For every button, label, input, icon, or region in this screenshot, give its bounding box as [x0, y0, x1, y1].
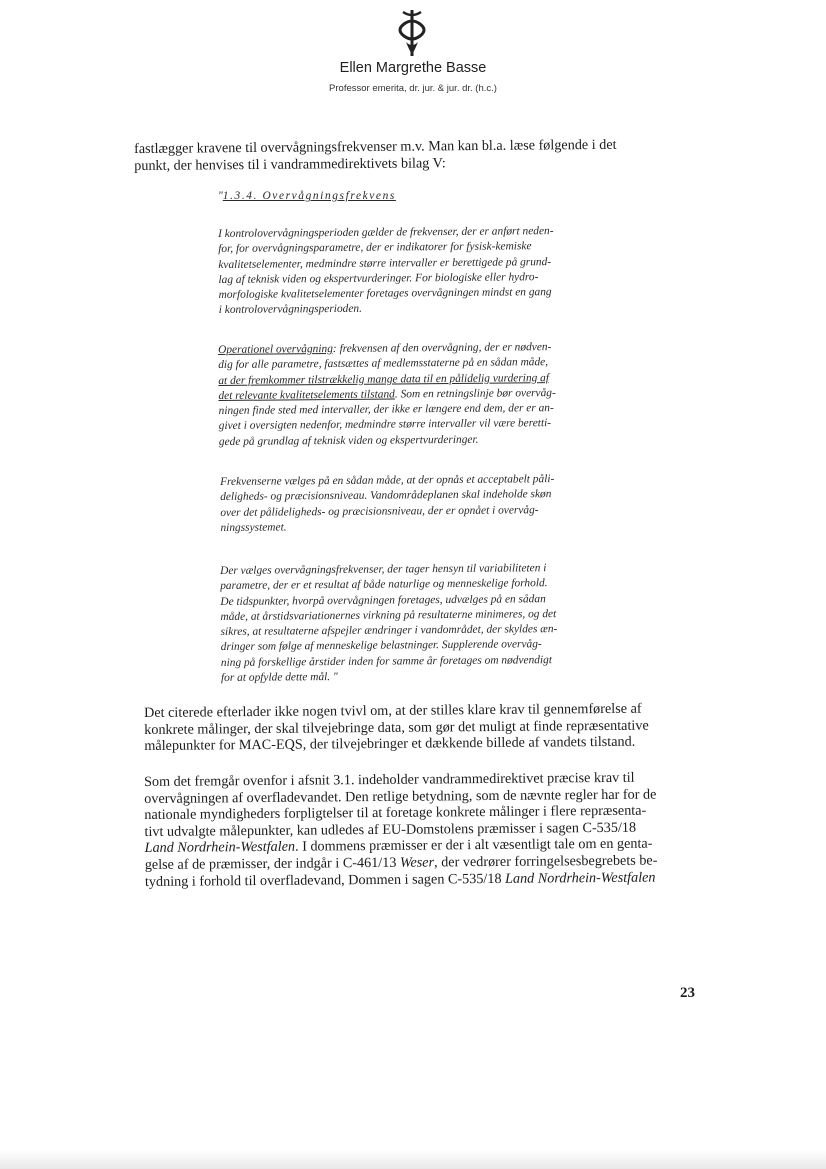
- quote-heading-text: 1.3.4. Overvågningsfrekvens: [222, 190, 396, 202]
- caduceus-ornament-icon: [394, 8, 430, 58]
- text-line: for at opfylde dette mål. ": [220, 671, 338, 685]
- quote-open-mark: ": [218, 190, 223, 202]
- body-paragraph-2: [144, 770, 658, 891]
- intro-paragraph: [134, 137, 617, 174]
- text-line: De tidspunkter, hvorpå overvågningen foretages, udvælges på en sådan: [220, 592, 546, 608]
- text-fragment: . I dommens præmisser er der i alt væsentligt tale om en genta-: [294, 835, 653, 856]
- text-line: givet i oversigten nedenfor, medmindre større intervaller vil være beretti-: [218, 417, 552, 433]
- text-line: kvalitetselementer, medmindre større intervaller er berettigede på grund-: [218, 255, 552, 271]
- text-line: måde, at årstidsvariationernes virkning på resultaterne minimeres, og det: [220, 607, 557, 623]
- quote-heading: [218, 190, 396, 202]
- text-line: punkt, der henvises til i vandrammedirektivets bilag V:: [134, 154, 446, 174]
- text-fragment: tydning i forhold til overfladevand, Dommen i sagen C-535/18: [144, 870, 506, 890]
- quote-paragraph-4: [220, 561, 558, 686]
- text-line: fastlægger kravene til overvågningsfrekvenser m.v. Man kan bl.a. læse følgende i det: [134, 136, 617, 157]
- operational-monitoring-term: Operationel overvågning: [218, 342, 333, 356]
- text-line: målepunkter for MAC-EQS, der tilvejebringer et dækkende billede af vandets tilstand.: [144, 733, 636, 755]
- text-line: ning på forskellige årstider inden for samme år foretages om nødvendigt: [220, 653, 553, 669]
- case-name: Land Nordrhein-Westfalen: [504, 869, 656, 887]
- case-name: Land Nordrhein-Westfalen: [144, 839, 296, 857]
- author-title: Professor emerita, dr. jur. & jur. dr. (h.c.): [329, 83, 497, 94]
- page-number: 23: [680, 985, 695, 1001]
- text-line: morfologiske kvalitetselementer foretages overvågningen mindst en gang: [218, 286, 552, 302]
- text-line: dringer som følge af menneskelige belastninger. Supplerende overvåg-: [220, 638, 542, 654]
- text-fragment: , der vedrører forringelsesbegrebets be-: [434, 852, 658, 871]
- text-line: [145, 869, 658, 890]
- text-line: parametre, der er et resultat af både naturlige og menneskelige forhold.: [220, 577, 548, 593]
- underlined-requirement: det relevante kvalitetselements tilstand: [218, 388, 395, 402]
- text-line: deligheds- og præcisionsniveau. Vandområdeplanen skal indeholde skøn: [220, 488, 552, 504]
- text-line: Det citerede efterlader ikke nogen tvivl om, at der stilles klare krav til gennemførelse af: [144, 700, 642, 721]
- text-line: i kontrolovervågningsperioden.: [218, 303, 362, 317]
- text-line: gede på grundlag af teknisk viden og ekspertvurderinger.: [218, 433, 479, 448]
- text-fragment: : frekvensen af den overvågning, der er nødven-: [332, 341, 552, 355]
- body-paragraph-1: [144, 701, 649, 755]
- text-line: Som det fremgår ovenfor i afsnit 3.1. indeholder vandrammedirektivet præcise krav til: [144, 769, 635, 790]
- text-line: Frekvenserne vælges på en sådan måde, at der opnås et acceptabelt påli-: [220, 473, 555, 488]
- text-line: I kontrolovervågningsperioden gælder de frekvenser, der er anført neden-: [218, 225, 554, 240]
- text-line: dig for alle parametre, fastsættes af medlemsstaterne på en sådan måde,: [218, 356, 549, 372]
- text-line: Der vælges overvågningsfrekvenser, der tager hensyn til variabiliteten i: [220, 562, 547, 577]
- case-name: Weser: [399, 854, 435, 871]
- quote-paragraph-1: [218, 224, 554, 319]
- text-line: lag af teknisk viden og ekspertvurderinger. For biologiske eller hydro-: [218, 271, 539, 286]
- text-line: for, for overvågningsparametre, der er indikatorer for fysisk-kemiske: [218, 240, 532, 256]
- text-fragment: gelse af de præmisser, der indgår i C-461/13: [144, 854, 400, 873]
- quote-paragraph-3: [220, 472, 555, 536]
- text-line: tivt udvalgte målepunkter, kan udledes af EU-Domstolens præmisser i sagen C-535/18: [144, 819, 637, 840]
- text-line: konkrete målinger, der skal tilvejebringe data, som gør det muligt at finde repræsentative: [144, 717, 649, 738]
- text-line: ningssystemet.: [220, 521, 287, 534]
- quote-paragraph-2: [218, 340, 556, 450]
- text-fragment: . Som en retningslinje bør overvåg-: [394, 386, 556, 401]
- text-line: sikres, at resultaterne afspejler ændringer i vandområdet, der skyldes æn-: [220, 623, 558, 639]
- text-line: nationale myndigheders forpligtelser til at foretage konkrete målinger i flere repræsenta-: [144, 802, 647, 824]
- scan-edge-shadow: [0, 1150, 826, 1169]
- text-line: over det pålideligheds- og præcisionsniveau, der er opnået i overvåg-: [220, 503, 539, 519]
- text-line: overvågningen af overfladevandet. Den retlige betydning, som de nævnte regler har for de: [144, 786, 657, 807]
- text-line: ningen finde sted med intervaller, der ikke er længere end dem, der er an-: [218, 402, 554, 418]
- author-name: Ellen Margrethe Basse: [339, 60, 487, 76]
- underlined-requirement: at der fremkommer tilstrækkelig mange data til en pålidelig vurdering af: [218, 371, 550, 387]
